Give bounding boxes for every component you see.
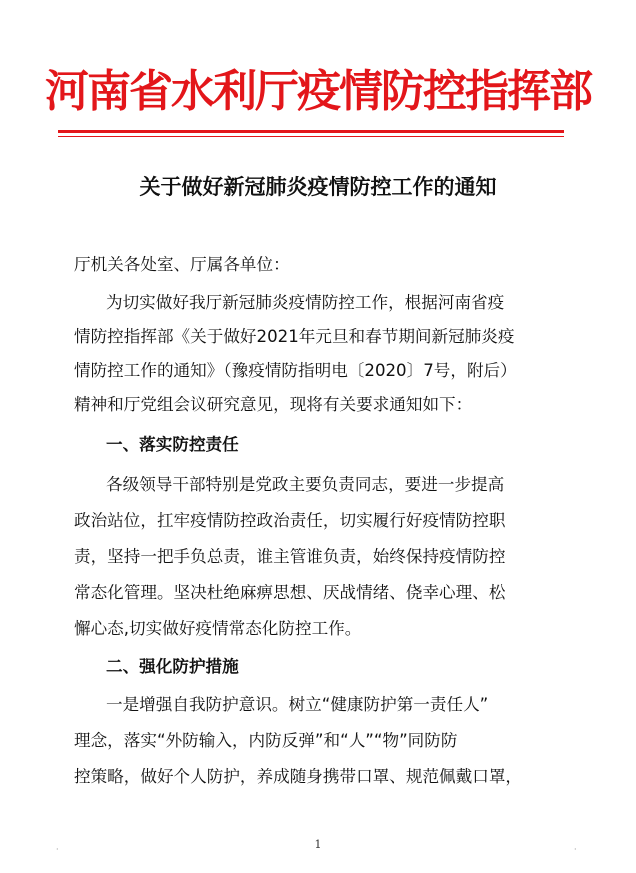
section-heading-protection: 二、强化防护措施 [106, 657, 239, 676]
footer-left-mark: · [56, 845, 59, 854]
header-rule-thick [58, 130, 564, 133]
document-title: 关于做好新冠肺炎疫情防控工作的通知 [139, 174, 497, 199]
body-line: 常态化管理。坚决杜绝麻痹思想、厌战情绪、侥幸心理、松 [74, 583, 506, 602]
intro-line: 情防控指挥部《关于做好2021年元旦和春节期间新冠肺炎疫 [74, 327, 515, 346]
body-line: 懈心态,切实做好疫情常态化防控工作。 [74, 619, 362, 638]
body-line: 理念，落实“外防输入，内防反弹”和“人”“物”同防防 [74, 731, 458, 750]
salutation: 厅机关各处室、厅属各单位： [74, 255, 290, 274]
page-number: 1 [314, 838, 322, 851]
footer-right-mark: · [574, 845, 577, 854]
intro-line: 精神和厅党组会议研究意见，现将有关要求通知如下： [74, 395, 473, 414]
body-line: 政治站位，扛牢疫情防控政治责任，切实履行好疫情防控职 [74, 511, 506, 530]
section-heading-responsibility: 一、落实防控责任 [106, 435, 239, 454]
header-rule-thin [58, 136, 564, 137]
body-line: 控策略，做好个人防护，养成随身携带口罩、规范佩戴口罩， [74, 767, 523, 786]
intro-line: 情防控工作的通知》（豫疫情防指明电〔2020〕7号，附后） [74, 361, 517, 380]
body-line: 各级领导干部特别是党政主要负责同志，要进一步提高 [106, 475, 505, 494]
body-line: 责，坚持一把手负总责，谁主管谁负责，始终保持疫情防控 [74, 547, 506, 566]
intro-line: 为切实做好我厅新冠肺炎疫情防控工作，根据河南省疫 [106, 293, 505, 312]
body-line: 一是增强自我防护意识。树立“健康防护第一责任人” [106, 695, 489, 714]
issuing-org-header: 河南省水利厅疫情防控指挥部 [45, 66, 591, 117]
